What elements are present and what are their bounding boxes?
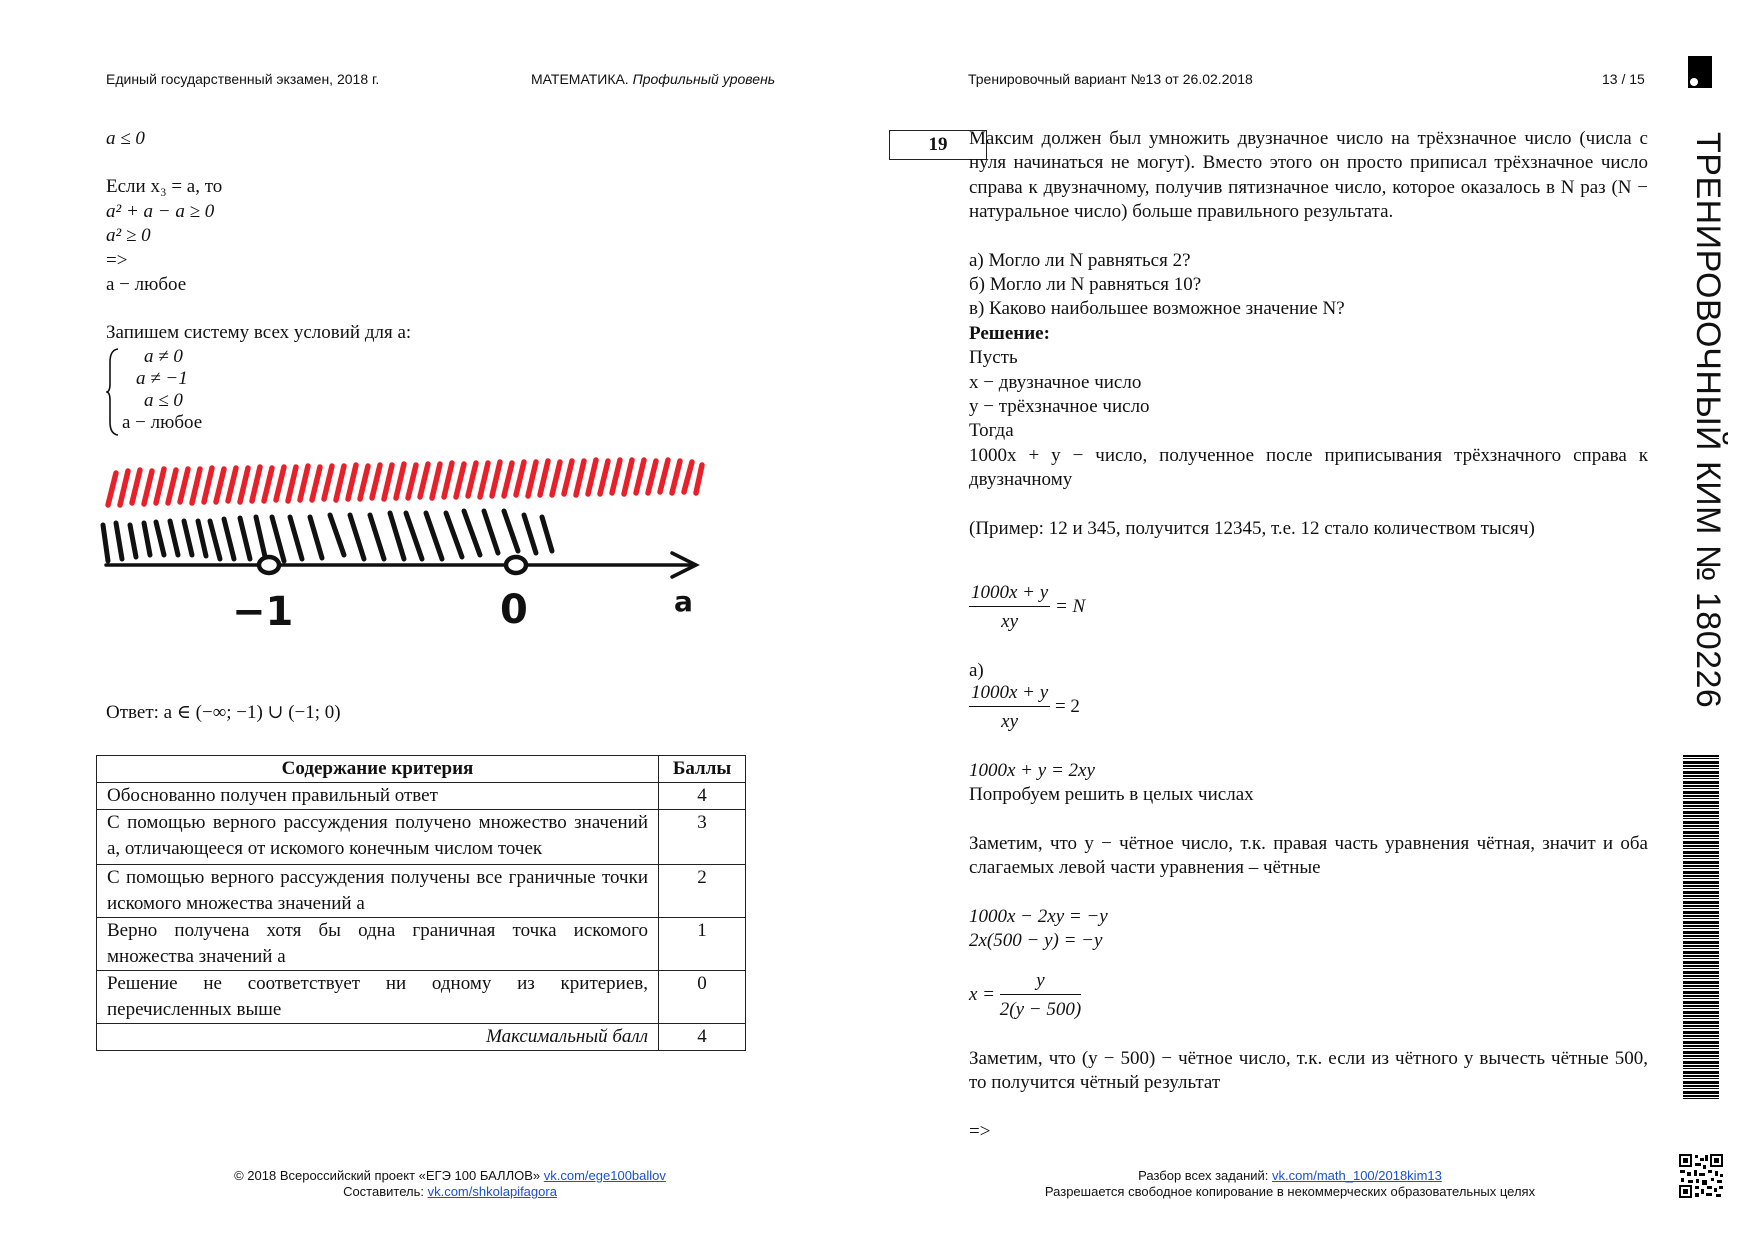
header-subject <box>531 71 775 87</box>
criteria-max-label: Максимальный балл <box>97 1024 659 1051</box>
side-title-box <box>1675 132 1735 712</box>
footer-license: Разрешается свободное копирование в некоммерческих образовательных целях <box>1044 1184 1536 1199</box>
footer-author: Составитель: <box>343 1184 424 1199</box>
logo-mark <box>1688 56 1712 88</box>
footer-right <box>990 1168 1590 1200</box>
task-statement: Максим должен был умножить двузначное число на трёхзначное число (числа с нуля начинаться не могут). Вместо этого он просто приписал трёхзначное число справа к двузначному, получив пятизначное число, которое оказалось в N раз (N − натуральное число) больше правильного результата. <box>969 128 1648 223</box>
solution-label: Решение: <box>969 322 1050 344</box>
system-line-4: a − любое <box>122 412 203 433</box>
criteria-table <box>96 755 746 1051</box>
criteria-text: С помощью верного рассуждения получены все граничные точки искомого множества значений a <box>97 865 659 918</box>
label-zero: 0 <box>500 587 528 633</box>
right-column <box>969 127 1648 541</box>
ineq1: a² + a − a ≥ 0 <box>106 200 215 222</box>
condition-system <box>106 346 326 436</box>
side-title: ТРЕНИРОВОЧНЫЙ КИМ № 180226 <box>1689 132 1727 709</box>
question-a: а) Могло ли N равняться 2? <box>969 249 1191 271</box>
right-column-lower <box>969 759 1648 953</box>
a-any: a − любое <box>106 274 187 296</box>
left-column <box>106 127 706 346</box>
table-row <box>97 865 746 918</box>
criteria-points: 2 <box>659 865 746 918</box>
footer-copyright: © 2018 Всероссийский проект «ЕГЭ 100 БАЛЛОВ» <box>234 1168 541 1183</box>
system-line-2: a ≠ −1 <box>136 368 188 389</box>
criteria-points: 1 <box>659 918 746 971</box>
equation-fraction-2 <box>969 682 1080 733</box>
criteria-text: Верно получена хотя бы одна граничная точка искомого множества значений a <box>97 918 659 971</box>
brace-icon <box>106 348 120 436</box>
table-row <box>97 918 746 971</box>
fraction-numerator: 1000x + y <box>969 682 1050 707</box>
table-row <box>97 810 746 865</box>
footer-review: Разбор всех заданий: <box>1138 1168 1269 1183</box>
ineq2: a² ≥ 0 <box>106 225 151 247</box>
x-definition: x − двузначное число <box>969 371 1142 393</box>
system-line-3: a ≤ 0 <box>144 390 183 411</box>
if-x3: Если x₃ = a, то <box>106 176 223 198</box>
let-text: Пусть <box>969 347 1018 369</box>
eq-a2: 2x(500 − y) = −y <box>969 930 1103 952</box>
footer-review-link[interactable]: vk.com/math_100/2018kim13 <box>1272 1168 1442 1183</box>
note-y-even: Заметим, что y − чётное число, т.к. правая часть уравнения чётная, значит и оба слагаемых левой части уравнения – чётные <box>969 832 1648 879</box>
criteria-text: С помощью верного рассуждения получено множество значений a, отличающееся от искомого конечным числом точек <box>97 810 659 865</box>
point-minus-one <box>259 557 279 573</box>
fraction-numerator: 1000x + y <box>969 582 1050 607</box>
barcode <box>1683 755 1719 1100</box>
system-line-1: a ≠ 0 <box>144 346 183 367</box>
task-number: 19 <box>889 130 987 160</box>
fraction-denominator: xy <box>1001 611 1019 632</box>
part-a-label: а) <box>969 660 984 681</box>
black-hatching <box>103 511 552 561</box>
answer: Ответ: a ∈ (−∞; −1) ∪ (−1; 0) <box>106 702 341 723</box>
criteria-text: Решение не соответствует ни одному из критериев, перечисленных выше <box>97 971 659 1024</box>
header-exam: Единый государственный экзамен, 2018 г. <box>106 71 380 87</box>
x-numerator: y <box>1000 970 1081 995</box>
criteria-max-points: 4 <box>659 1024 746 1051</box>
criteria-points: 4 <box>659 783 746 810</box>
red-hatching <box>108 460 702 505</box>
combined-number-text: 1000x + y − число, полученное после приписывания трёхзначного справа к двузначному <box>969 444 1648 491</box>
criteria-col-content: Содержание критерия <box>97 756 659 783</box>
table-row <box>97 783 746 810</box>
equation-fraction-n <box>969 582 1085 633</box>
system-intro: Запишем систему всех условий для a: <box>106 322 412 344</box>
criteria-max-row <box>97 1024 746 1051</box>
y-definition: y − трёхзначное число <box>969 396 1150 418</box>
implies-arrow-2: => <box>969 1121 991 1142</box>
footer-copyright-link[interactable]: vk.com/ege100ballov <box>543 1168 666 1183</box>
try-integers: Попробуем решить в целых числах <box>969 784 1254 806</box>
eq-2xy: 1000x + y = 2xy <box>969 760 1095 781</box>
x-denominator: 2(y − 500) <box>999 999 1082 1020</box>
label-a: a <box>674 585 693 618</box>
question-b: б) Могло ли N равняться 10? <box>969 274 1202 296</box>
criteria-points: 3 <box>659 810 746 865</box>
qr-code <box>1678 1153 1724 1199</box>
point-zero <box>506 557 526 573</box>
x-equals: x = <box>969 983 996 1005</box>
criteria-text: Обоснованно получен правильный ответ <box>97 783 659 810</box>
implies-arrow: => <box>106 249 128 271</box>
equation-x <box>969 970 1081 1021</box>
criteria-col-points: Баллы <box>659 756 746 783</box>
number-line-drawing <box>100 455 710 635</box>
footer-left <box>200 1168 700 1200</box>
eq-a1: 1000x − 2xy = −y <box>969 905 1108 927</box>
footer-author-link[interactable]: vk.com/shkolapifagora <box>427 1184 557 1199</box>
fraction-denominator: xy <box>1001 711 1019 732</box>
note-y-minus-500-even: Заметим, что (y − 500) − чётное число, т.к. если из чётного y вычесть чётные 500, то получится чётный результат <box>969 1048 1648 1094</box>
equals-n: = N <box>1054 595 1086 617</box>
table-row <box>97 971 746 1024</box>
cond-a-le0: a ≤ 0 <box>106 128 145 149</box>
header-subject-level: Профильный уровень <box>632 71 776 87</box>
label-minus-one: −1 <box>232 589 294 635</box>
equals-two: = 2 <box>1054 695 1080 717</box>
header-subject-main: МАТЕМАТИКА. <box>531 71 629 87</box>
question-c: в) Каково наибольшее возможное значение N? <box>969 298 1345 320</box>
criteria-points: 0 <box>659 971 746 1024</box>
header-page: 13 / 15 <box>1602 71 1645 87</box>
header-variant: Тренировочный вариант №13 от 26.02.2018 <box>968 71 1253 87</box>
criteria-header-row <box>97 756 746 783</box>
then-text: Тогда <box>969 420 1014 442</box>
example-text: (Пример: 12 и 345, получится 12345, т.е. 12 стало количеством тысяч) <box>969 517 1535 539</box>
